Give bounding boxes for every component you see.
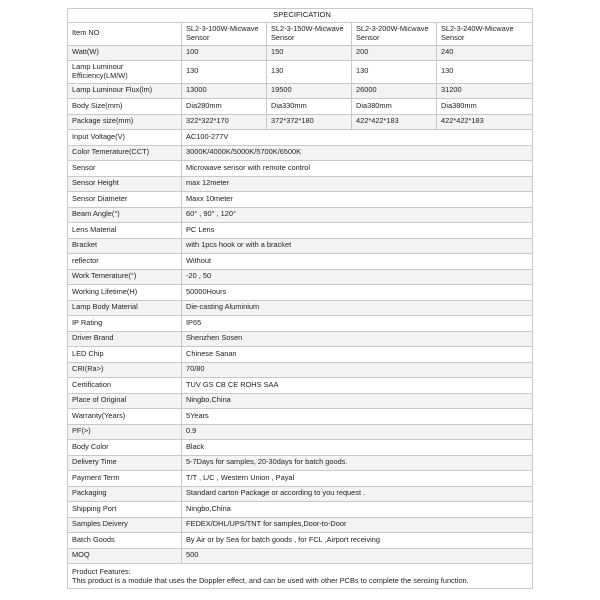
spec-label: Warranty(Years)	[68, 409, 182, 425]
spec-value: 422*422*183	[437, 114, 533, 130]
spec-value: 130	[437, 61, 533, 84]
spec-label: Watt(W)	[68, 45, 182, 61]
spec-row	[68, 254, 533, 270]
spec-value: Without	[182, 254, 533, 270]
spec-label: Sensor Diameter	[68, 192, 182, 208]
spec-row	[68, 269, 533, 285]
spec-value: PC Lens	[182, 223, 533, 239]
model-cell: SL2-3-100W-Micwave Sensor	[182, 23, 267, 46]
spec-value: Black	[182, 440, 533, 456]
model-cell: SL2-3-240W-Micwave Sensor	[437, 23, 533, 46]
spec-row	[68, 83, 533, 99]
spec-value: Shenzhen Sosen	[182, 331, 533, 347]
spec-value: 130	[182, 61, 267, 84]
spec-row	[68, 502, 533, 518]
spec-label: Working Lifetime(H)	[68, 285, 182, 301]
spec-row	[68, 486, 533, 502]
spec-value: 500	[182, 548, 533, 564]
spec-label: PF(>)	[68, 424, 182, 440]
spec-value: Dia280mm	[182, 99, 267, 115]
spec-row	[68, 424, 533, 440]
spec-label: Place of Original	[68, 393, 182, 409]
spec-row	[68, 114, 533, 130]
spec-row	[68, 300, 533, 316]
spec-row	[68, 285, 533, 301]
spec-value: Dia380mm	[352, 99, 437, 115]
spec-row	[68, 455, 533, 471]
spec-value: By Air or by Sea for batch goods , for FCL ,Airport receiving	[182, 533, 533, 549]
spec-row	[68, 61, 533, 84]
spec-value: 240	[437, 45, 533, 61]
spec-value: 26000	[352, 83, 437, 99]
spec-label: Bracket	[68, 238, 182, 254]
spec-row	[68, 517, 533, 533]
spec-row	[68, 533, 533, 549]
spec-label: Sensor	[68, 161, 182, 177]
spec-row	[68, 347, 533, 363]
spec-value: 422*422*183	[352, 114, 437, 130]
spec-value: 13000	[182, 83, 267, 99]
spec-label: Samples Deivery	[68, 517, 182, 533]
spec-value: T/T , L/C , Western Union , Payal	[182, 471, 533, 487]
spec-value: 130	[267, 61, 352, 84]
spec-label: Lens Material	[68, 223, 182, 239]
spec-label: Sensor Height	[68, 176, 182, 192]
specification-table	[67, 8, 533, 589]
spec-value: FEDEX/DHL/UPS/TNT for samples,Door-to-Door	[182, 517, 533, 533]
spec-row	[68, 316, 533, 332]
spec-value: 19500	[267, 83, 352, 99]
specification-title: SPECIFICATION	[68, 9, 533, 23]
spec-row	[68, 99, 533, 115]
spec-row	[68, 548, 533, 564]
spec-row	[68, 130, 533, 146]
spec-label: reflector	[68, 254, 182, 270]
spec-value: Ningbo,China	[182, 393, 533, 409]
spec-row	[68, 176, 533, 192]
spec-value: 3000K/4000K/5000K/5700K/6500K	[182, 145, 533, 161]
spec-row	[68, 471, 533, 487]
spec-value: Standard carton Package or according to you request .	[182, 486, 533, 502]
spec-label: Driver Brand	[68, 331, 182, 347]
spec-label: Beam Angle(°)	[68, 207, 182, 223]
spec-row	[68, 393, 533, 409]
spec-row	[68, 378, 533, 394]
spec-value: 100	[182, 45, 267, 61]
spec-label: Certification	[68, 378, 182, 394]
spec-label: Shipping Port	[68, 502, 182, 518]
product-features	[68, 564, 533, 589]
spec-value: 372*372*180	[267, 114, 352, 130]
spec-label: Body Size(mm)	[68, 99, 182, 115]
spec-row	[68, 331, 533, 347]
spec-value: 0.9	[182, 424, 533, 440]
spec-value: Dia330mm	[267, 99, 352, 115]
spec-row	[68, 45, 533, 61]
spec-value: Maxx 10meter	[182, 192, 533, 208]
spec-label: IP Rating	[68, 316, 182, 332]
spec-value: 70/80	[182, 362, 533, 378]
spec-value: Ningbo,China	[182, 502, 533, 518]
spec-label: Color Temerature(CCT)	[68, 145, 182, 161]
spec-label: Payment Term	[68, 471, 182, 487]
spec-value: Chinese Sanan	[182, 347, 533, 363]
spec-label: CRI(Ra>)	[68, 362, 182, 378]
item-no-row	[68, 23, 533, 46]
spec-value: 31200	[437, 83, 533, 99]
spec-value: Dia380mm	[437, 99, 533, 115]
item-no-label: Item NO	[68, 23, 182, 46]
spec-value: IP65	[182, 316, 533, 332]
spec-label: Input Voltage(V)	[68, 130, 182, 146]
spec-label: LED Chip	[68, 347, 182, 363]
spec-value: Microwave sensor with remote control	[182, 161, 533, 177]
spec-value: max 12meter	[182, 176, 533, 192]
spec-label: Work Temerature(°)	[68, 269, 182, 285]
spec-value: 322*322*170	[182, 114, 267, 130]
spec-value: 150	[267, 45, 352, 61]
spec-value: 60° , 90° , 120°	[182, 207, 533, 223]
spec-value: 50000Hours	[182, 285, 533, 301]
model-cell: SL2-3-150W-Micwave Sensor	[267, 23, 352, 46]
spec-label: Batch Goods	[68, 533, 182, 549]
table-header-row	[68, 9, 533, 23]
spec-value: 5-7Days for samples, 20-30days for batch goods.	[182, 455, 533, 471]
spec-label: Packaging	[68, 486, 182, 502]
spec-label: Lamp Body Material	[68, 300, 182, 316]
spec-label: Lamp Luminour Flux(lm)	[68, 83, 182, 99]
spec-row	[68, 192, 533, 208]
model-cell: SL2-3-200W-Micwave Sensor	[352, 23, 437, 46]
spec-row	[68, 409, 533, 425]
spec-label: Package size(mm)	[68, 114, 182, 130]
product-features-heading: Product Features:	[72, 567, 131, 576]
spec-row	[68, 145, 533, 161]
spec-row	[68, 207, 533, 223]
spec-value: Die-casting Aluminium	[182, 300, 533, 316]
spec-label: Body Color	[68, 440, 182, 456]
spec-row	[68, 362, 533, 378]
spec-value: AC100-277V	[182, 130, 533, 146]
spec-value: 130	[352, 61, 437, 84]
spec-row	[68, 238, 533, 254]
spec-label: Delivery Time	[68, 455, 182, 471]
spec-row	[68, 223, 533, 239]
product-features-row	[68, 564, 533, 589]
spec-label: MOQ	[68, 548, 182, 564]
spec-value: TUV GS CB CE ROHS SAA	[182, 378, 533, 394]
spec-value: 200	[352, 45, 437, 61]
spec-row	[68, 161, 533, 177]
product-features-text: This product is a module that uses the Doppler effect, and can be used with other PCBs to complete the sensing function.	[72, 576, 469, 585]
spec-value: 5Years	[182, 409, 533, 425]
spec-label: Lamp Luminour Efficiency(LM/W)	[68, 61, 182, 84]
spec-value: with 1pcs hook or with a bracket	[182, 238, 533, 254]
spec-row	[68, 440, 533, 456]
spec-value: -20 , 50	[182, 269, 533, 285]
